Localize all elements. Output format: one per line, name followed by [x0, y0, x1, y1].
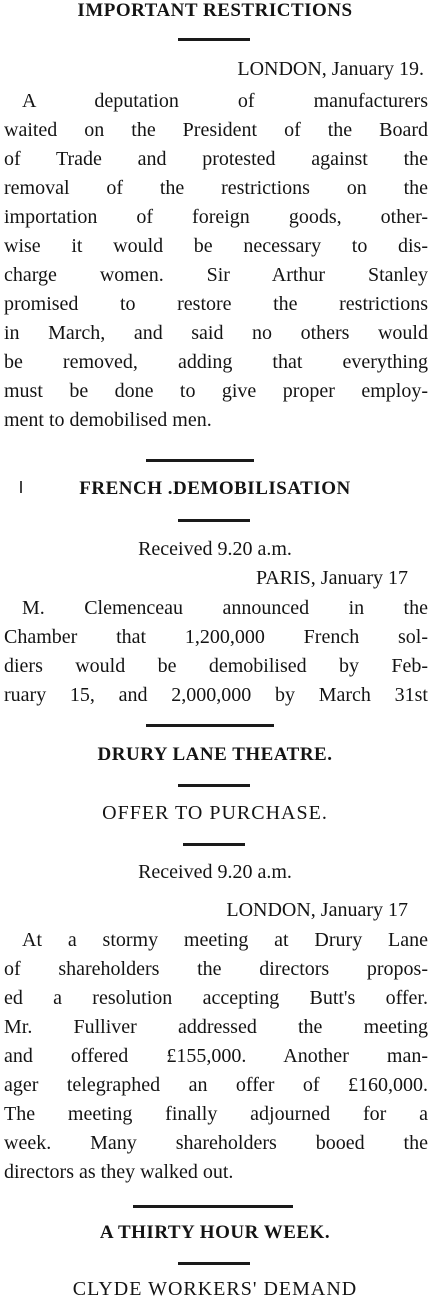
headline-drury-lane-theatre: DRURY LANE THEATRE. — [97, 744, 333, 765]
subhead-offer-to-purchase: OFFER TO PURCHASE. — [102, 802, 328, 824]
body-line: charge women. Sir Arthur Stanley — [4, 264, 428, 286]
section-rule — [146, 724, 274, 727]
dateline: PARIS, January 17 — [255, 567, 408, 589]
section-rule — [146, 459, 254, 462]
received-time: Received 9.20 a.m. — [138, 538, 292, 560]
body-line: wise it would be necessary to dis- — [4, 235, 428, 257]
headline-rule — [178, 1262, 250, 1265]
headline-french-demobilisation: FRENCH .DEMOBILISATION — [79, 478, 351, 499]
section-rule — [133, 1205, 293, 1208]
body-line: M. Clemenceau announced in the — [22, 597, 428, 619]
received-time: Received 9.20 a.m. — [138, 861, 292, 883]
headline-rule — [178, 38, 250, 41]
body-line: of Trade and protested against the — [4, 148, 428, 170]
body-line: be removed, adding that everything — [4, 351, 428, 373]
body-line: diers would be demobilised by Feb- — [4, 655, 428, 677]
subhead-rule — [183, 843, 245, 846]
dateline: LONDON, January 19. — [237, 58, 424, 80]
body-line: of shareholders the directors propos- — [4, 958, 428, 980]
body-line: At a stormy meeting at Drury Lane — [22, 929, 428, 951]
body-line: ed a resolution accepting Butt's offer. — [4, 987, 428, 1009]
body-line: ment to demobilised men. — [4, 409, 212, 431]
headline-thirty-hour-week: A THIRTY HOUR WEEK. — [99, 1222, 331, 1243]
body-line: The meeting finally adjourned for a — [4, 1103, 428, 1125]
body-line: week. Many shareholders booed the — [4, 1132, 428, 1154]
body-line: Chamber that 1,200,000 French sol- — [4, 626, 428, 648]
body-line: importation of foreign goods, other- — [4, 206, 428, 228]
body-line: ruary 15, and 2,000,000 by March 31st — [4, 684, 428, 706]
headline-important-restrictions: IMPORTANT RESTRICTIONS — [77, 0, 353, 21]
body-line: promised to restore the restrictions — [4, 293, 428, 315]
body-line: and offered £155,000. Another man- — [4, 1045, 428, 1067]
body-line: in March, and said no others would — [4, 322, 428, 344]
body-line: waited on the President of the Board — [4, 119, 428, 141]
body-line: A deputation of manufacturers — [22, 90, 428, 112]
body-line: must be done to give proper employ- — [4, 380, 428, 402]
headline-rule — [178, 519, 250, 522]
body-line: removal of the restrictions on the — [4, 177, 428, 199]
headline-rule — [178, 784, 250, 787]
body-line: Mr. Fulliver addressed the meeting — [4, 1016, 428, 1038]
subhead-clyde-workers-demand: CLYDE WORKERS' DEMAND — [72, 1278, 358, 1300]
dateline: LONDON, January 17 — [226, 899, 408, 921]
body-line: ager telegraphed an offer of £160,000. — [4, 1074, 428, 1096]
body-line: directors as they walked out. — [4, 1161, 234, 1183]
